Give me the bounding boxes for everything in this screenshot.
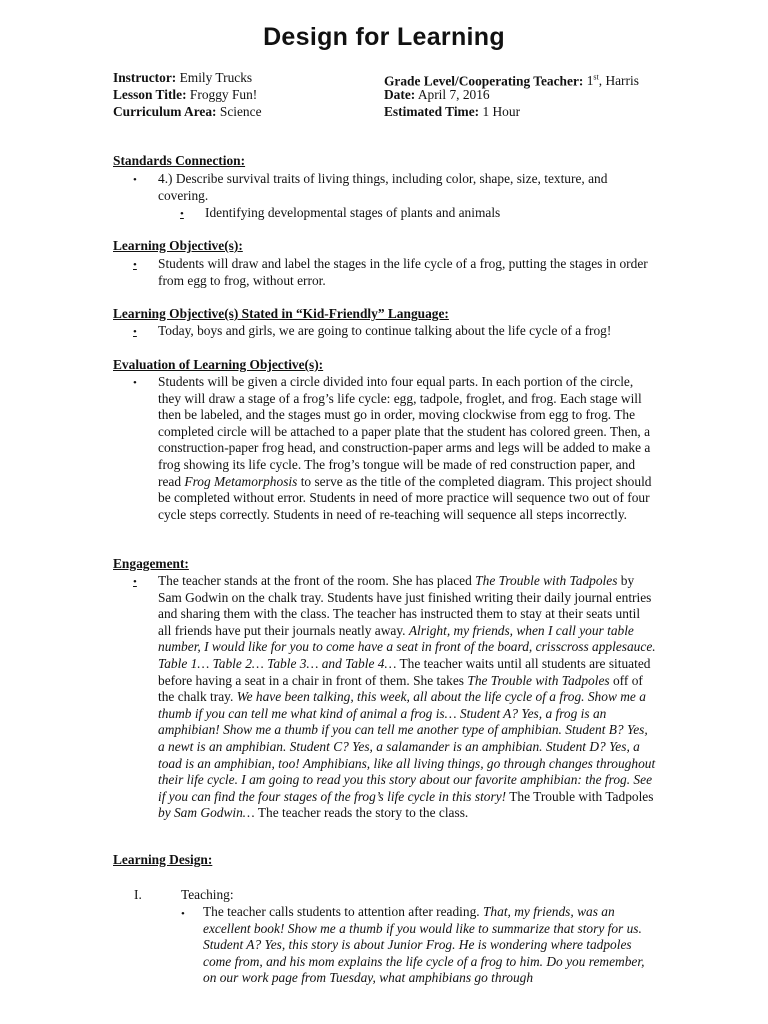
- roman-numeral: I.: [134, 887, 142, 902]
- meta-row-3: [113, 104, 673, 121]
- grade-label: Grade Level/Cooperating Teacher:: [384, 73, 584, 89]
- curriculum-label: Curriculum Area:: [113, 104, 217, 119]
- instructor-field: [113, 70, 252, 87]
- bullet-icon: •: [133, 174, 137, 186]
- evaluation-paragraph: Students will be given a circle divided into four equal parts. In each portion of the circle, they will draw a stage of a frog’s life cycle: egg, tadpole, froglet, and frog. Each stage will then be labeled, and the stages must go in order, moving clockwise from egg to frog. The completed circle will be attached to a paper plate that the student has colored green. Then, a construction-paper frog head, and construction-paper arms and legs will be added to make a frog showing its life cycle. The frog’s tongue will be made of red construction paper, and read Frog Metamorphosis to serve as the title of the completed diagram. This project should be completed without error. Students in need of more practice will sequence two out of four cycle steps correctly. Students in need of re-teaching will sequence all steps incorrectly.: [158, 374, 652, 522]
- bullet-icon: •: [133, 259, 137, 271]
- standards-subitem: Identifying developmental stages of plants and animals: [205, 205, 501, 220]
- time-label: Estimated Time:: [384, 104, 480, 119]
- time-field: [384, 104, 520, 121]
- instructor-label: Instructor:: [113, 70, 177, 85]
- objectives-heading: Learning Objective(s):: [113, 238, 243, 253]
- bullet-icon: •: [133, 377, 137, 389]
- date-label: Date:: [384, 87, 416, 102]
- page-title: Design for Learning: [263, 23, 505, 51]
- kid-friendly-heading: Learning Objective(s) Stated in “Kid-Friendly” Language:: [113, 306, 449, 321]
- lesson-value: Froggy Fun!: [189, 87, 258, 102]
- bullet-icon: •: [133, 326, 137, 338]
- time-value: 1 Hour: [482, 104, 521, 119]
- curriculum-field: [113, 104, 262, 121]
- date-field: [384, 87, 490, 104]
- lesson-field: [113, 87, 257, 104]
- instructor-value: Emily Trucks: [179, 70, 253, 85]
- bullet-icon: •: [133, 576, 137, 588]
- standards-item: 4.) Describe survival traits of living things, including color, shape, size, texture, and covering.: [158, 171, 608, 203]
- evaluation-heading: Evaluation of Learning Objective(s):: [113, 357, 324, 372]
- meta-row-1: [113, 70, 673, 87]
- bullet-icon: •: [181, 908, 185, 920]
- teaching-label: Teaching:: [181, 887, 234, 902]
- kid-friendly-item: Today, boys and girls, we are going to continue talking about the life cycle of a frog!: [158, 323, 612, 338]
- learning-design-heading: Learning Design:: [113, 852, 213, 867]
- grade-value: 1st, Harris: [586, 73, 639, 89]
- engagement-heading: Engagement:: [113, 556, 189, 571]
- bullet-icon: •: [180, 208, 184, 220]
- curriculum-value: Science: [219, 104, 262, 119]
- engagement-paragraph: The teacher stands at the front of the room. She has placed The Trouble with Tadpoles by Sam Godwin on the chalk tray. Students have just finished writing their daily journal entries and sharing them with the class. The teacher has instructed them to stay at their seats until all friends have put their journals neatly away. Alright, my friends, when I call your table number, I would like for you to come have a seat in front of the board, crisscross applesauce. Table 1… Table 2… Table 3… and Table 4… The teacher waits until all students are situated before having a seat in a chair in front of them. She takes The Trouble with Tadpoles off of the chalk tray. We have been talking, this week, all about the life cycle of a frog. Show me a thumb if you can tell me what kind of animal a frog is… Student A? Yes, a frog is an amphibian! Show me a thumb if you can tell me another type of amphibian. Student B? Yes, a newt is an amphibian. Student C? Yes, a salamander is an amphibian. Student D? Yes, a toad is an amphibian, too! Amphibians, like all living things, go through changes throughout their life cycle. I am going to read you this story about our favorite amphibian: the frog. See if you can find the four stages of the frog’s life cycle in this story! The Trouble with Tadpoles by Sam Godwin… The teacher reads the story to the class.: [158, 573, 656, 821]
- lesson-label: Lesson Title:: [113, 87, 187, 102]
- objectives-item: Students will draw and label the stages in the life cycle of a frog, putting the stages in order from egg to frog, without error.: [158, 256, 648, 288]
- standards-heading: Standards Connection:: [113, 153, 246, 168]
- meta-row-2: [113, 87, 673, 104]
- teaching-paragraph: The teacher calls students to attention after reading. That, my friends, was an excellent book! Show me a thumb if you would like to summarize that story for us. Student A? Yes, this story is about Junior Frog. He is wondering where tadpoles come from, and his mom explains the life cycle of a frog to him. Do you remember, on our work page from Tuesday, what amphibians go through: [203, 904, 645, 986]
- date-value: April 7, 2016: [417, 87, 490, 102]
